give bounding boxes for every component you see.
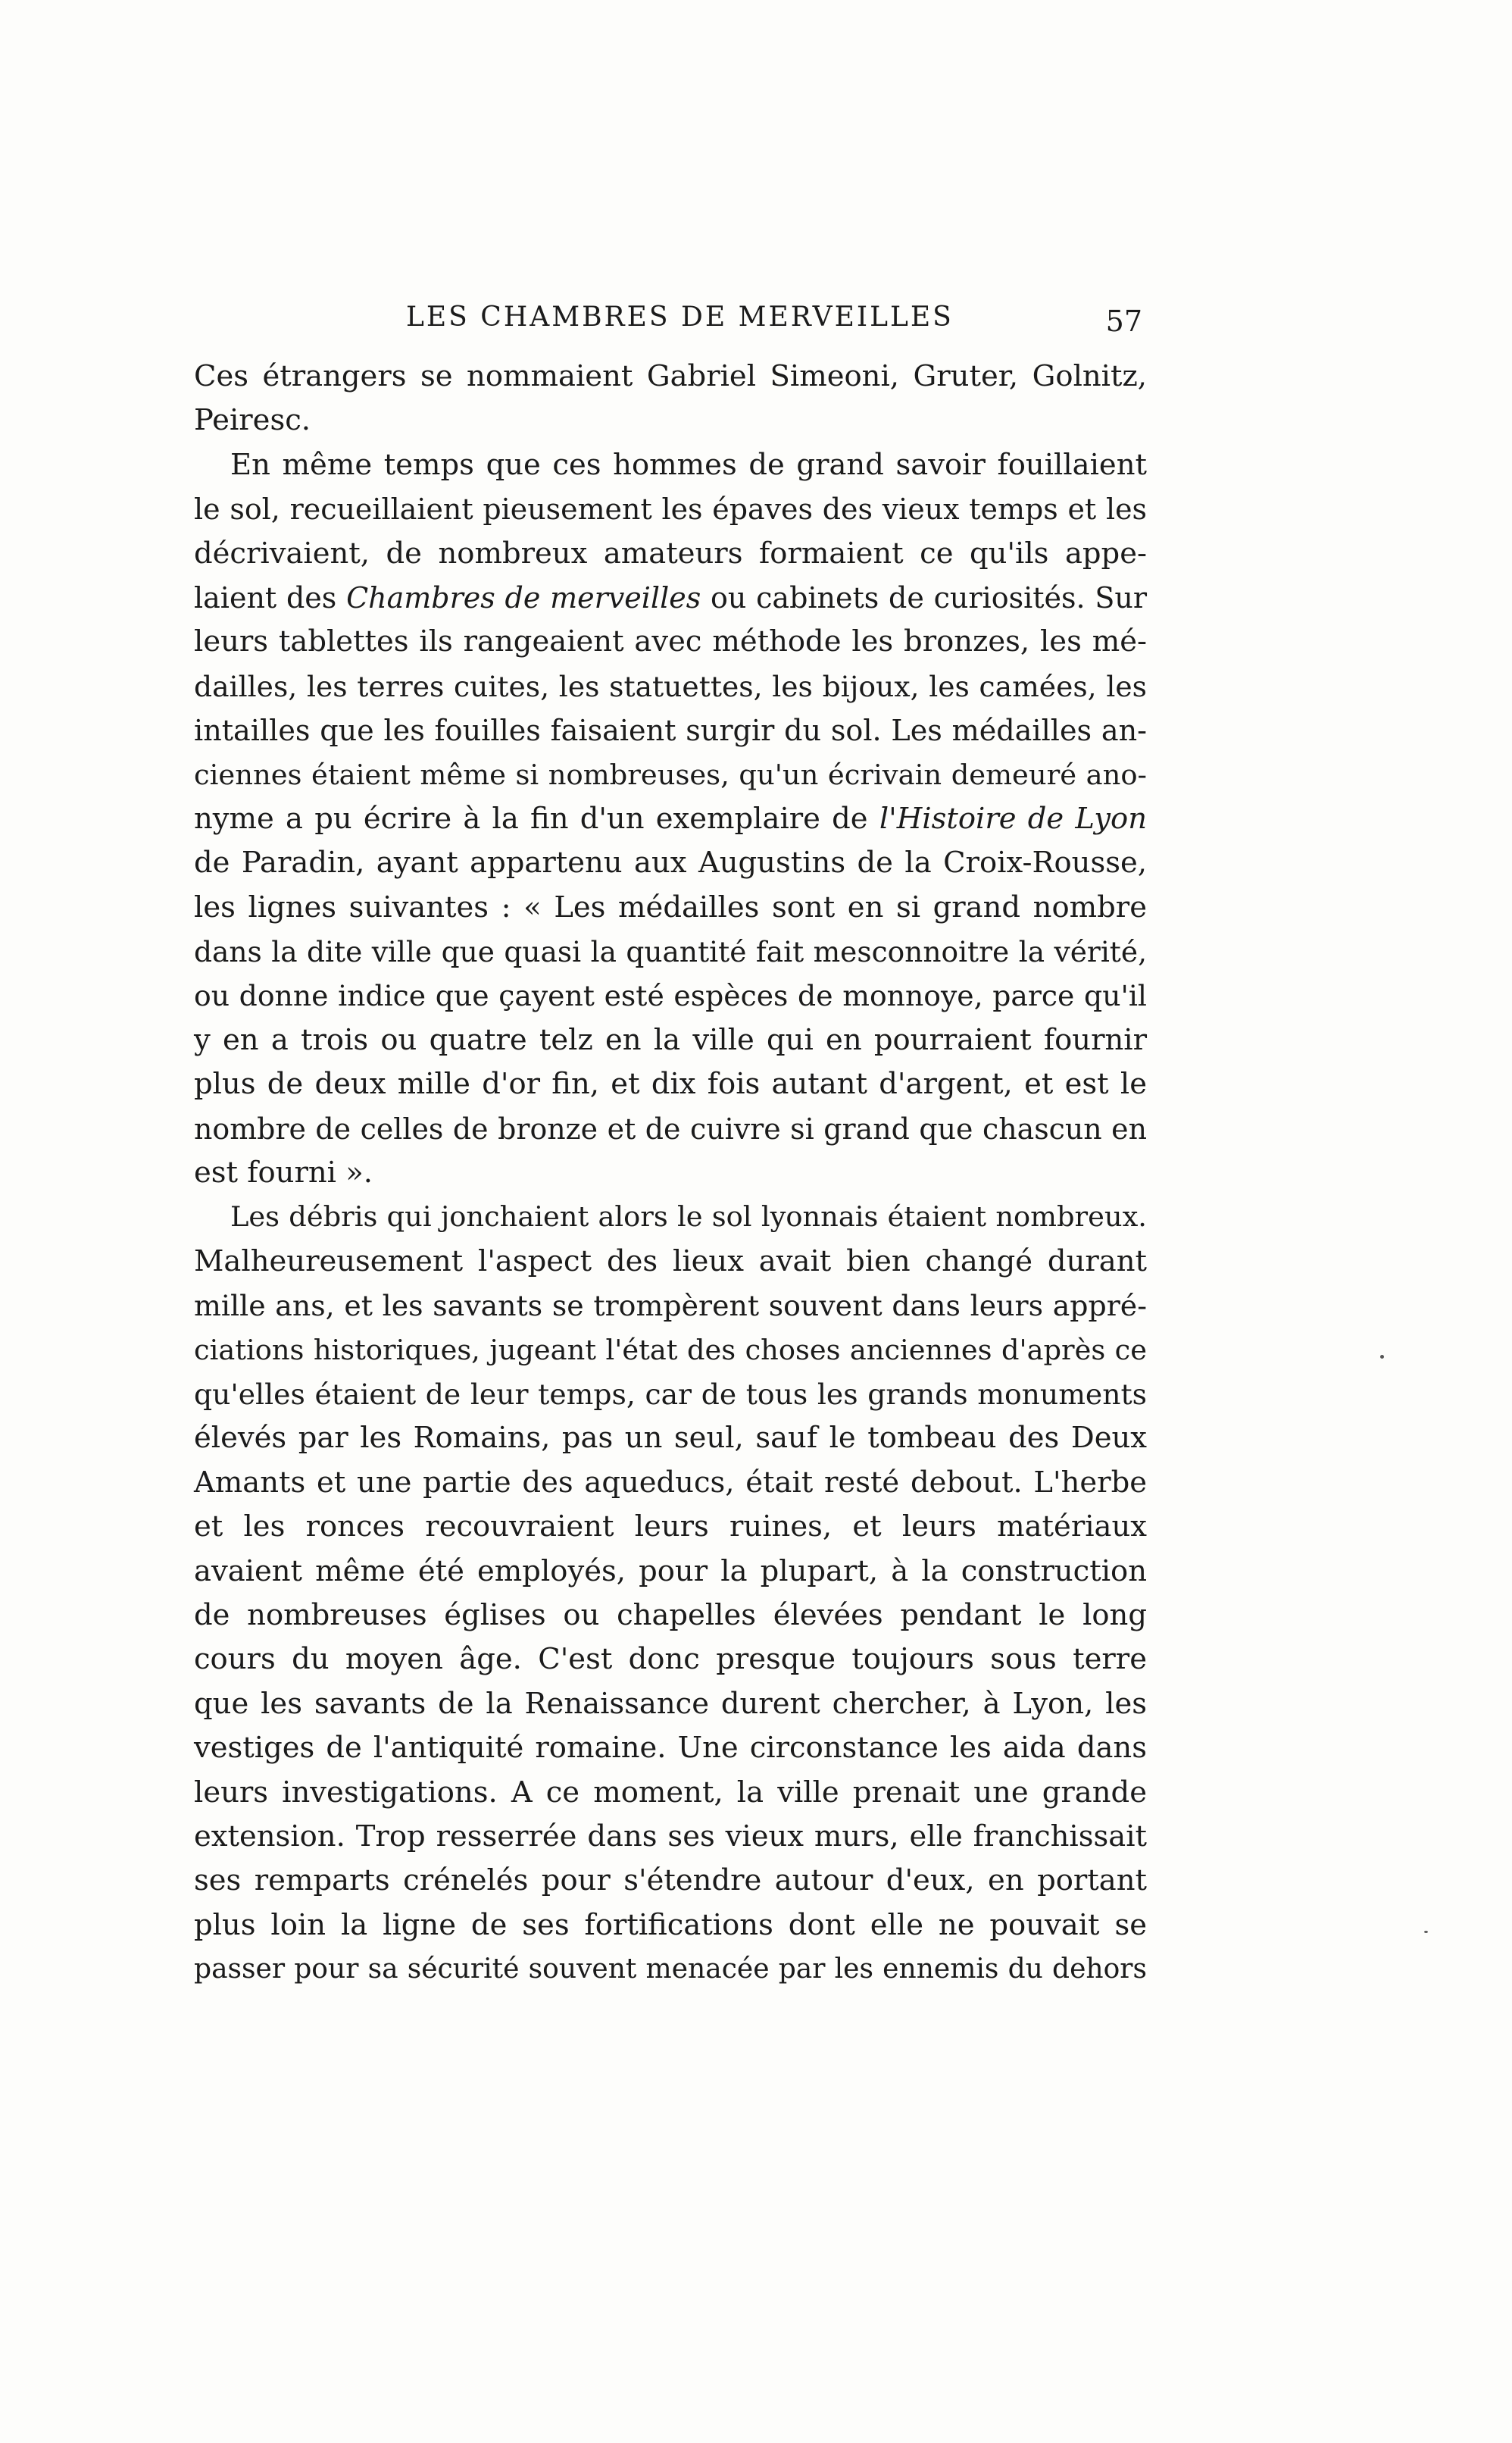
text-line: plus loin la ligne de ses fortifications dont elle ne pouvait se <box>194 1907 1147 1942</box>
text-line: leurs investigations. A ce moment, la ville prenait une grande <box>194 1775 1147 1810</box>
scan-speck <box>1424 1931 1428 1933</box>
text-line: dans la dite ville que quasi la quantité fait mesconnoitre la vérité, <box>194 935 1147 969</box>
text-line: vestiges de l'antiquité romaine. Une circonstance les aida dans <box>194 1731 1147 1766</box>
text-segment: laient des <box>194 580 347 615</box>
text-line: extension. Trop resserrée dans ses vieux murs, elle franchissait <box>194 1819 1147 1853</box>
text-line: nombre de celles de bronze et de cuivre si grand que chascun en <box>194 1112 1147 1146</box>
text-line: de Paradin, ayant appartenu aux Augustins de la Croix-Rousse, <box>194 846 1147 881</box>
running-head: LES CHAMBRES DE MERVEILLES <box>406 302 954 333</box>
text-line: passer pour sa sécurité souvent menacée par les ennemis du dehors <box>194 1953 1147 1985</box>
text-line: les lignes suivantes : « Les médailles sont en si grand nombre <box>194 890 1147 924</box>
text-segment: nyme a pu écrire à la fin d'un exemplaire de <box>194 801 879 836</box>
text-line: Ces étrangers se nommaient Gabriel Simeoni, Gruter, Golnitz, <box>194 359 1147 393</box>
text-segment: ou cabinets de curiosités. Sur <box>701 580 1148 615</box>
scan-speck <box>1380 1355 1384 1359</box>
text-line: ciations historiques, jugeant l'état des choses anciennes d'après ce <box>194 1333 1147 1366</box>
text-line: y en a trois ou quatre telz en la ville qui en pourraient fournir <box>194 1022 1147 1057</box>
text-line <box>194 576 1147 620</box>
text-line: mille ans, et les savants se trompèrent souvent dans leurs appré- <box>194 1289 1147 1323</box>
text-line: de nombreuses églises ou chapelles élevées pendant le long <box>194 1597 1147 1632</box>
text-line: cours du moyen âge. C'est donc presque toujours sous terre <box>194 1642 1147 1677</box>
text-line: Malheureusement l'aspect des lieux avait bien changé durant <box>194 1243 1147 1278</box>
text-line: et les ronces recouvraient leurs ruines, et leurs matériaux <box>194 1509 1147 1544</box>
page-header <box>194 302 1147 339</box>
italic-title-histoire: l'Histoire de Lyon <box>879 801 1148 836</box>
text-line: ciennes étaient même si nombreuses, qu'un écrivain demeuré ano- <box>194 758 1147 791</box>
text-line: Les débris qui jonchaient alors le sol lyonnais étaient nombreux. <box>230 1200 1147 1234</box>
text-line: le sol, recueillaient pieusement les épaves des vieux temps et les <box>194 493 1147 527</box>
text-line: qu'elles étaient de leur temps, car de tous les grands monuments <box>194 1377 1147 1411</box>
text-line: Peiresc. <box>194 403 311 438</box>
text-line: que les savants de la Renaissance durent chercher, à Lyon, les <box>194 1686 1147 1721</box>
text-line: Amants et une partie des aqueducs, était resté debout. L'herbe <box>194 1465 1147 1500</box>
text-line: plus de deux mille d'or fin, et dix fois autant d'argent, et est le <box>194 1067 1147 1102</box>
text-line: élevés par les Romains, pas un seul, sauf le tombeau des Deux <box>194 1421 1147 1456</box>
text-line: est fourni ». <box>194 1156 373 1190</box>
text-line: En même temps que ces hommes de grand savoir fouillaient <box>230 447 1147 482</box>
body-text <box>194 355 1147 1991</box>
italic-title-chambres: Chambres de merveilles <box>346 580 701 615</box>
text-line: intailles que les fouilles faisaient surgir du sol. Les médailles an- <box>194 714 1147 748</box>
text-line: ou donne indice que çayent esté espèces de monnoye, parce qu'il <box>194 979 1147 1013</box>
text-line: décrivaient, de nombreux amateurs formaient ce qu'ils appe- <box>194 536 1147 571</box>
text-line <box>194 797 1147 841</box>
text-line: leurs tablettes ils rangeaient avec méthode les bronzes, les mé- <box>194 624 1147 659</box>
text-line: ses remparts crénelés pour s'étendre autour d'eux, en portant <box>194 1863 1147 1898</box>
page-number: 57 <box>1105 305 1142 338</box>
text-line: dailles, les terres cuites, les statuettes, les bijoux, les camées, les <box>194 669 1147 703</box>
text-line: avaient même été employés, pour la plupart, à la construction <box>194 1553 1147 1588</box>
